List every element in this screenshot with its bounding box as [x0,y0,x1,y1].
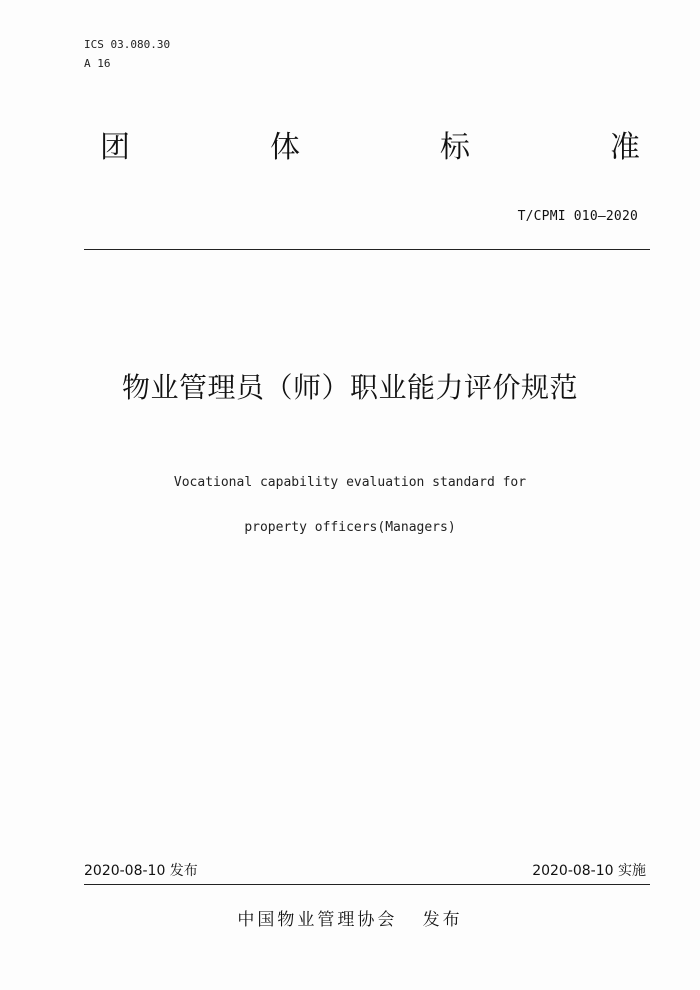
type-char-3: 标 [440,130,470,165]
document-type-title [100,128,640,168]
publisher: 中国物业管理协会 发布 [237,910,463,930]
english-title-line-2: property officers(Managers) [244,520,456,535]
classification-codes [84,35,170,73]
type-char-2: 体 [270,130,300,165]
ics-code: ICS 03.080.30 [84,38,171,51]
standard-number: T/CPMI 010—2020 [517,209,638,224]
english-title-line-1: Vocational capability evaluation standard for [173,475,527,490]
chinese-title: 物业管理员（师）职业能力评价规范 [121,371,578,404]
type-char-1: 团 [100,130,130,165]
top-divider [84,249,650,250]
issue-date: 2020-08-10 发布 [84,863,198,879]
bottom-divider [84,884,650,885]
ccs-code: A 16 [84,57,111,70]
implementation-date: 2020-08-10 实施 [532,863,646,879]
type-char-4: 准 [610,130,640,165]
